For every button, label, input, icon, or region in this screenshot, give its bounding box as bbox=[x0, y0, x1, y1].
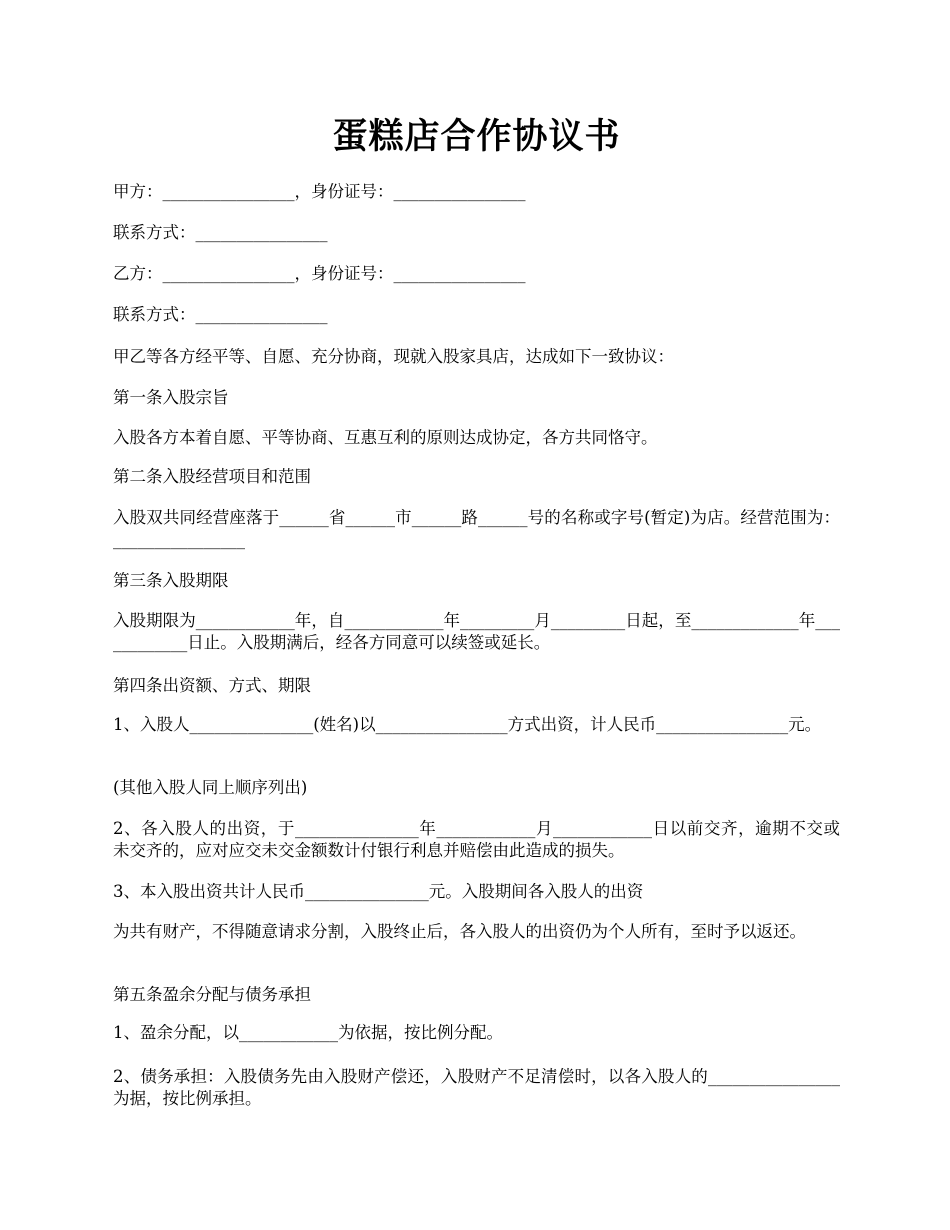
article-3-body: 入股期限为____________年，自____________年_________月_________日起，至_____________年____________日止。入股期满后，经各方同意可以续签或延长。 bbox=[113, 611, 840, 652]
article-4-item-3: 3、本入股出资共计人民币_______________元。入股期间各入股人的出资 bbox=[113, 882, 644, 901]
article-4-note: (其他入股人同上顺序列出) bbox=[113, 778, 308, 797]
article-1-body: 入股各方本着自愿、平等协商、互惠互利的原则达成协定，各方共同恪守。 bbox=[113, 428, 658, 447]
article-4-item-1: 1、入股人_______________(姓名)以________________方式出资，计人民币________________元。 bbox=[113, 715, 822, 734]
party-b-contact: 联系方式：________________ bbox=[113, 305, 328, 324]
preamble: 甲乙等各方经平等、自愿、充分协商，现就入股家具店，达成如下一致协议： bbox=[113, 347, 674, 366]
article-1-heading: 第一条入股宗旨 bbox=[113, 388, 229, 407]
article-2-heading: 第二条入股经营项目和范围 bbox=[113, 467, 311, 486]
article-5-heading: 第五条盈余分配与债务承担 bbox=[113, 985, 311, 1004]
party-a-line: 甲方：________________，身份证号：________________ bbox=[113, 182, 526, 201]
article-4-heading: 第四条出资额、方式、期限 bbox=[113, 676, 311, 695]
article-3-heading: 第三条入股期限 bbox=[113, 571, 229, 590]
party-b-line: 乙方：________________，身份证号：________________ bbox=[113, 264, 526, 283]
document-title: 蛋糕店合作协议书 bbox=[332, 116, 621, 157]
article-4-item-3-continued: 为共有财产，不得随意请求分割，入股终止后，各入股人的出资仍为个人所有，至时予以返还。 bbox=[113, 922, 806, 941]
party-a-contact: 联系方式：________________ bbox=[113, 223, 328, 242]
article-5-item-1: 1、盈余分配，以____________为依据，按比例分配。 bbox=[113, 1023, 503, 1042]
article-5-item-2: 2、债务承担：入股债务先由入股财产偿还，入股财产不足清偿时，以各入股人的________________为据，按比例承担。 bbox=[113, 1067, 840, 1108]
article-4-item-2: 2、各入股人的出资，于_______________年____________月____________日以前交齐，逾期不交或未交齐的，应对应交未交金额数计付银行利息并赔偿由此造成的损失。 bbox=[113, 819, 840, 860]
article-2-body: 入股双共同经营座落于______省______市______路______号的名称或字号(暂定)为店。经营范围为：________________ bbox=[113, 508, 840, 549]
